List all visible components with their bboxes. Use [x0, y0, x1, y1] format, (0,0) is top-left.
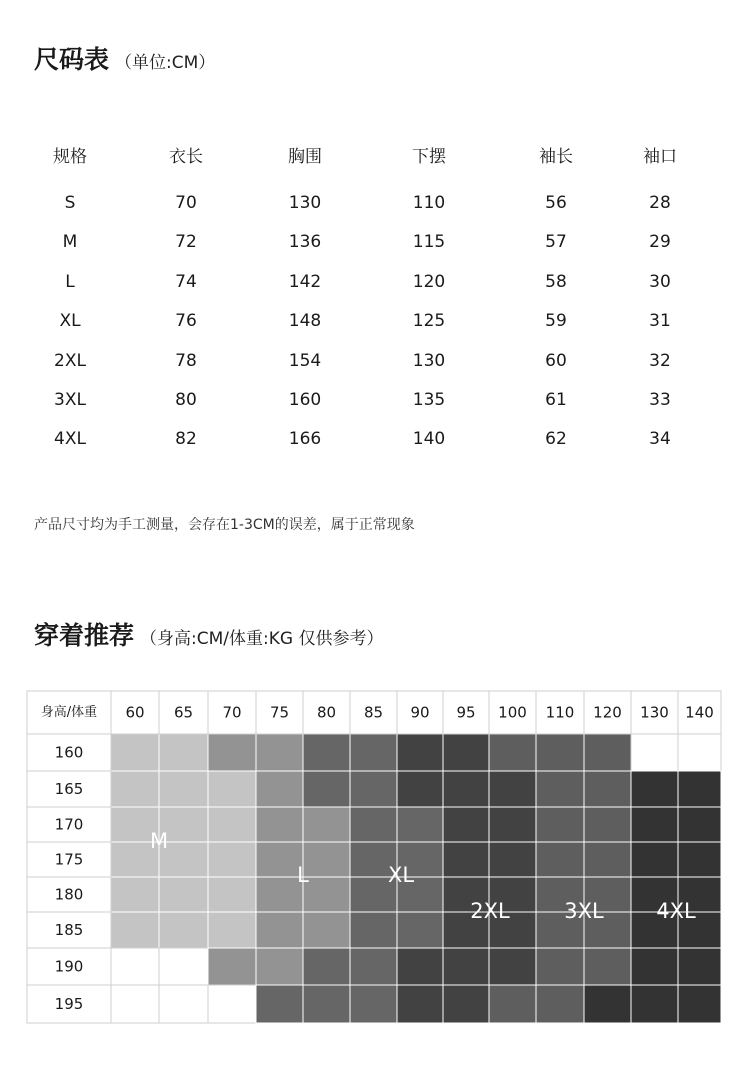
grid-cell-r1-c10 [584, 771, 631, 807]
grid-cell-r5-c5 [350, 912, 397, 948]
grid-cell-r2-c6 [397, 807, 443, 842]
size-cell-r0-c0: S [64, 193, 76, 213]
size-region-label-3XL: 3XL [564, 899, 604, 923]
grid-cell-r7-c12 [678, 985, 721, 1023]
grid-cell-r7-c7 [443, 985, 489, 1023]
size-cell-r1-c5: 29 [649, 232, 671, 253]
size-cell-r4-c4: 60 [545, 350, 567, 371]
size-header-4: 袖长 [539, 147, 573, 167]
size-cell-r0-c1: 70 [175, 193, 197, 213]
grid-cell-r6-c10 [584, 948, 631, 985]
grid-cell-r0-c11 [631, 734, 678, 771]
size-header-3: 下摆 [412, 147, 446, 167]
grid-cell-r0-c1 [159, 734, 208, 771]
grid-cell-r0-c6 [397, 734, 443, 771]
size-cell-r6-c3: 140 [412, 429, 446, 450]
size-cell-r2-c3: 120 [412, 271, 446, 292]
size-cell-r4-c3: 130 [412, 350, 446, 371]
measurement-note: 产品尺寸均为手工测量，会存在1-3CM的误差，属于正常现象 [34, 517, 415, 533]
grid-cell-r5-c1 [159, 912, 208, 948]
grid-cell-r1-c11 [631, 771, 678, 807]
height-label-190: 190 [54, 957, 84, 976]
grid-cell-r1-c2 [208, 771, 256, 807]
size-cell-r5-c2: 160 [288, 390, 322, 410]
grid-cell-r6-c3 [256, 948, 303, 985]
grid-corner-label: 身高/体重 [40, 705, 98, 720]
grid-cell-r2-c4 [303, 807, 350, 842]
grid-cell-r7-c4 [303, 985, 350, 1023]
size-cell-r5-c4: 61 [545, 390, 567, 410]
grid-cell-r2-c8 [489, 807, 536, 842]
size-region-label-4XL: 4XL [656, 899, 696, 923]
grid-cell-r7-c1 [159, 985, 208, 1023]
height-label-160: 160 [54, 743, 84, 762]
size-cell-r4-c0: 2XL [54, 350, 86, 371]
weight-label-110: 110 [545, 703, 575, 722]
size-header-5: 袖口 [643, 147, 677, 167]
weight-label-120: 120 [593, 703, 622, 722]
grid-cell-r6-c8 [489, 948, 536, 985]
grid-cell-r3-c7 [443, 842, 489, 877]
grid-cell-r2-c12 [678, 807, 721, 842]
grid-cell-r2-c2 [208, 807, 256, 842]
size-cell-r5-c0: 3XL [54, 390, 86, 410]
grid-cell-r2-c11 [631, 807, 678, 842]
grid-cell-r6-c9 [536, 948, 584, 985]
grid-cell-r3-c11 [631, 842, 678, 877]
grid-cell-r1-c9 [536, 771, 584, 807]
size-region-label-2XL: 2XL [470, 899, 510, 923]
weight-label-65: 65 [173, 703, 194, 722]
size-cell-r2-c5: 30 [649, 271, 671, 292]
size-cell-r3-c5: 31 [649, 311, 671, 332]
size-cell-r5-c3: 135 [412, 390, 446, 410]
size-cell-r6-c4: 62 [545, 429, 567, 450]
grid-cell-r6-c6 [397, 948, 443, 985]
weight-label-60: 60 [125, 703, 145, 722]
grid-cell-r6-c1 [159, 948, 208, 985]
size-cell-r3-c4: 59 [545, 311, 567, 332]
height-label-175: 175 [54, 850, 84, 869]
grid-cell-r0-c8 [489, 734, 536, 771]
grid-cell-r1-c12 [678, 771, 721, 807]
size-cell-r5-c1: 80 [175, 390, 197, 410]
grid-cell-r1-c5 [350, 771, 397, 807]
grid-cell-r2-c10 [584, 807, 631, 842]
grid-cell-r4-c2 [208, 877, 256, 912]
grid-cell-r0-c7 [443, 734, 489, 771]
grid-cell-r3-c4 [303, 842, 350, 877]
size-cell-r4-c1: 78 [175, 350, 197, 371]
grid-cell-r5-c6 [397, 912, 443, 948]
grid-cell-r5-c0 [111, 912, 159, 948]
height-label-195: 195 [54, 995, 84, 1013]
grid-cell-r0-c12 [678, 734, 721, 771]
grid-cell-r6-c11 [631, 948, 678, 985]
grid-cell-r1-c0 [111, 771, 159, 807]
grid-cell-r2-c7 [443, 807, 489, 842]
size-cell-r2-c2: 142 [288, 271, 322, 292]
grid-cell-r6-c0 [111, 948, 159, 985]
size-header-0: 规格 [53, 147, 87, 167]
grid-cell-r0-c9 [536, 734, 584, 771]
weight-label-95: 95 [456, 703, 476, 722]
grid-cell-r1-c8 [489, 771, 536, 807]
recommend-title: 穿着推荐 （身高:CM/体重:KG 仅供参考） [34, 621, 384, 650]
size-cell-r1-c3: 115 [412, 232, 446, 253]
size-cell-r6-c5: 34 [649, 429, 671, 450]
size-cell-r4-c5: 32 [649, 350, 671, 371]
grid-cell-r1-c3 [256, 771, 303, 807]
grid-cell-r3-c12 [678, 842, 721, 877]
size-cell-r2-c1: 74 [175, 271, 197, 292]
grid-cell-r7-c3 [256, 985, 303, 1023]
weight-label-140: 140 [685, 703, 714, 722]
weight-label-100: 100 [498, 703, 527, 722]
size-region-label-M: M [149, 829, 169, 853]
size-cell-r1-c4: 57 [545, 232, 567, 253]
size-cell-r1-c0: M [62, 232, 78, 253]
grid-cell-r3-c8 [489, 842, 536, 877]
grid-cell-r6-c4 [303, 948, 350, 985]
size-chart-unit: （单位:CM） [115, 53, 216, 73]
height-label-180: 180 [54, 885, 84, 904]
grid-cell-r1-c1 [159, 771, 208, 807]
grid-cell-r2-c9 [536, 807, 584, 842]
size-cell-r1-c2: 136 [288, 232, 322, 253]
grid-cell-r7-c5 [350, 985, 397, 1023]
grid-cell-r4-c1 [159, 877, 208, 912]
size-cell-r6-c1: 82 [175, 429, 197, 450]
grid-cell-r7-c2 [208, 985, 256, 1023]
grid-cell-r0-c0 [111, 734, 159, 771]
size-cell-r6-c2: 166 [288, 429, 322, 450]
grid-cell-r3-c3 [256, 842, 303, 877]
size-header-1: 衣长 [169, 147, 203, 167]
grid-cell-r5-c4 [303, 912, 350, 948]
size-cell-r3-c0: XL [59, 311, 81, 332]
size-cell-r6-c0: 4XL [54, 429, 86, 450]
size-cell-r2-c4: 58 [545, 271, 567, 292]
size-region-label-XL: XL [387, 863, 415, 887]
size-cell-r0-c2: 130 [288, 193, 322, 213]
grid-cell-r6-c5 [350, 948, 397, 985]
weight-label-80: 80 [316, 703, 337, 722]
weight-label-130: 130 [640, 703, 669, 722]
size-cell-r0-c5: 28 [649, 193, 671, 213]
grid-cell-r5-c3 [256, 912, 303, 948]
grid-cell-r7-c0 [111, 985, 159, 1023]
size-cell-r4-c2: 154 [288, 350, 322, 371]
grid-cell-r7-c10 [584, 985, 631, 1023]
size-cell-r2-c0: L [65, 271, 75, 292]
size-cell-r0-c4: 56 [545, 193, 567, 213]
weight-label-75: 75 [269, 703, 290, 722]
size-cell-r3-c2: 148 [288, 311, 322, 332]
grid-cell-r7-c11 [631, 985, 678, 1023]
grid-cell-r3-c2 [208, 842, 256, 877]
grid-cell-r1-c6 [397, 771, 443, 807]
grid-cell-r3-c10 [584, 842, 631, 877]
grid-cell-r0-c4 [303, 734, 350, 771]
grid-cell-r7-c9 [536, 985, 584, 1023]
grid-cell-r4-c0 [111, 877, 159, 912]
grid-cell-r1-c4 [303, 771, 350, 807]
grid-cell-r1-c7 [443, 771, 489, 807]
size-chart-title: 尺码表 （单位:CM） [34, 45, 216, 74]
grid-cell-r2-c3 [256, 807, 303, 842]
recommend-unit: （身高:CM/体重:KG 仅供参考） [140, 629, 384, 649]
size-cell-r1-c1: 72 [175, 232, 197, 253]
weight-label-90: 90 [410, 703, 430, 722]
grid-cell-r0-c5 [350, 734, 397, 771]
grid-cell-r0-c2 [208, 734, 256, 771]
size-cell-r0-c3: 110 [412, 193, 446, 213]
grid-cell-r4-c4 [303, 877, 350, 912]
size-cell-r3-c3: 125 [412, 311, 446, 332]
grid-cell-r6-c12 [678, 948, 721, 985]
grid-cell-r4-c3 [256, 877, 303, 912]
weight-label-85: 85 [363, 703, 384, 722]
grid-cell-r3-c9 [536, 842, 584, 877]
weight-label-70: 70 [222, 703, 242, 722]
size-region-label-L: L [297, 863, 309, 887]
grid-cell-r7-c6 [397, 985, 443, 1023]
height-label-185: 185 [54, 921, 84, 939]
size-cell-r3-c1: 76 [175, 311, 197, 332]
grid-cell-r7-c8 [489, 985, 536, 1023]
height-label-170: 170 [54, 815, 84, 834]
size-header-2: 胸围 [288, 147, 322, 167]
grid-cell-r6-c7 [443, 948, 489, 985]
height-label-165: 165 [54, 780, 84, 798]
grid-cell-r2-c5 [350, 807, 397, 842]
grid-cell-r6-c2 [208, 948, 256, 985]
grid-cell-r0-c3 [256, 734, 303, 771]
size-cell-r5-c5: 33 [649, 390, 671, 410]
grid-cell-r5-c2 [208, 912, 256, 948]
grid-cell-r0-c10 [584, 734, 631, 771]
